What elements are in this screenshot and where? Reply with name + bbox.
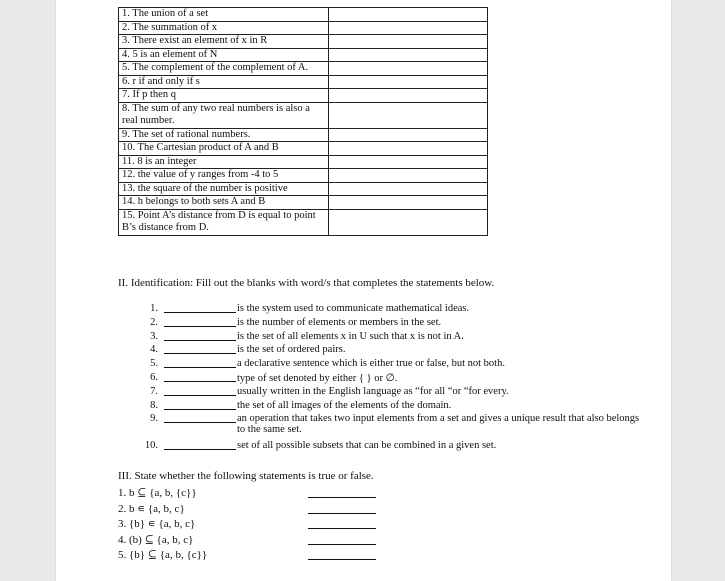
item-number: 1. xyxy=(150,303,158,314)
answer-blank[interactable] xyxy=(308,544,376,545)
table-cell-term: 4. 5 is an element of N xyxy=(119,48,329,62)
table-cell-term: 2. The summation of x xyxy=(119,21,329,35)
table-cell-answer[interactable] xyxy=(329,75,488,89)
answer-blank[interactable] xyxy=(164,326,236,327)
answer-blank[interactable] xyxy=(164,353,236,354)
table-row xyxy=(119,169,488,183)
item-statement: the set of all images of the elements of the domain. xyxy=(237,399,452,411)
table-row xyxy=(119,182,488,196)
table-row xyxy=(119,62,488,76)
table-row xyxy=(119,21,488,35)
item-number: 4. xyxy=(150,344,158,356)
item-statement: 2. b ∊ {a, b, c} xyxy=(118,502,185,515)
table-cell-answer[interactable] xyxy=(329,128,488,142)
true-false-list xyxy=(118,486,207,564)
answer-blank[interactable] xyxy=(308,559,376,560)
item-number: 10. xyxy=(144,440,158,452)
item-statement: 3. {b} ∊ {a, b, c} xyxy=(118,518,196,531)
answer-blank[interactable] xyxy=(164,381,236,382)
list-item xyxy=(118,533,207,549)
table-cell-answer[interactable] xyxy=(329,62,488,76)
answer-blank[interactable] xyxy=(308,528,376,529)
table-cell-answer[interactable] xyxy=(329,196,488,210)
true-false-title: III. State whether the following statements is true or false. xyxy=(118,470,374,482)
item-number: 5. xyxy=(150,358,158,370)
item-statement: a declarative sentence which is either true or false, but not both. xyxy=(237,358,505,370)
list-item xyxy=(118,486,207,502)
table-cell-answer[interactable] xyxy=(329,102,488,128)
table-cell-term: 7. If p then q xyxy=(119,89,329,103)
table-cell-answer[interactable] xyxy=(329,8,488,22)
answer-blank[interactable] xyxy=(164,340,236,341)
table-row xyxy=(119,75,488,89)
answer-blank[interactable] xyxy=(164,422,236,423)
table-cell-term: 12. the value of y ranges from -4 to 5 xyxy=(119,169,329,183)
table-cell-answer[interactable] xyxy=(329,89,488,103)
item-statement: is the number of elements or members in the set. xyxy=(237,316,442,328)
item-statement: is the set of all elements x in U such that x is not in A. xyxy=(237,330,464,342)
table-row xyxy=(119,35,488,49)
item-statement: usually written in the English language as “for all “or “for every. xyxy=(237,385,509,397)
table-row xyxy=(119,89,488,103)
table-cell-answer[interactable] xyxy=(329,169,488,183)
table-cell-term: 13. the square of the number is positive xyxy=(119,182,329,196)
table-cell-answer[interactable] xyxy=(329,209,488,235)
table-cell-term: 10. The Cartesian product of A and B xyxy=(119,142,329,156)
item-statement: 4. (b) ⊆ {a, b, c} xyxy=(118,533,194,546)
item-number: 6. xyxy=(150,371,158,383)
table-cell-answer[interactable] xyxy=(329,21,488,35)
table-row xyxy=(119,128,488,142)
table-row xyxy=(119,48,488,62)
table-cell-answer[interactable] xyxy=(329,142,488,156)
table-cell-term: 9. The set of rational numbers. xyxy=(119,128,329,142)
table-cell-term: 6. r if and only if s xyxy=(119,75,329,89)
table-cell-term: 1. The union of a set xyxy=(119,8,329,22)
answer-blank[interactable] xyxy=(164,449,236,450)
table-cell-answer[interactable] xyxy=(329,35,488,49)
table-row xyxy=(119,8,488,22)
answer-blank[interactable] xyxy=(164,367,236,368)
item-number: 2. xyxy=(150,316,158,328)
worksheet-page xyxy=(56,0,671,581)
table-cell-term: 11. 8 is an integer xyxy=(119,155,329,169)
item-statement: is the set of ordered pairs. xyxy=(237,344,346,356)
list-item xyxy=(118,548,207,564)
answer-blank[interactable] xyxy=(164,312,236,313)
table-cell-term: 8. The sum of any two real numbers is also a real number. xyxy=(119,102,329,128)
table-cell-term: 15. Point A’s distance from D is equal to point B’s distance from D. xyxy=(119,209,329,235)
item-statement: set of all possible subsets that can be combined in a given set. xyxy=(237,440,497,452)
list-item xyxy=(118,517,207,533)
item-statement: an operation that takes two input elements from a set and gives a unique result that also belongs to the same set. xyxy=(237,413,640,436)
item-number: 7. xyxy=(150,385,158,397)
table-cell-answer[interactable] xyxy=(329,48,488,62)
answer-blank[interactable] xyxy=(308,513,376,514)
answer-blank[interactable] xyxy=(164,409,236,410)
symbols-table xyxy=(118,7,488,236)
table-cell-answer[interactable] xyxy=(329,182,488,196)
answer-blank[interactable] xyxy=(308,497,376,498)
table-row xyxy=(119,102,488,128)
table-cell-term: 3. There exist an element of x in R xyxy=(119,35,329,49)
table-row xyxy=(119,209,488,235)
list-item xyxy=(118,502,207,518)
item-statement: is the system used to communicate mathematical ideas. xyxy=(237,303,470,314)
identification-title: II. Identification: Fill out the blanks with word/s that completes the statements below. xyxy=(118,277,495,289)
table-cell-answer[interactable] xyxy=(329,155,488,169)
table-row xyxy=(119,142,488,156)
item-statement: 1. b ⊆ {a, b, {c}} xyxy=(118,487,197,499)
table-cell-term: 14. h belongs to both sets A and B xyxy=(119,196,329,210)
table-cell-term: 5. The complement of the complement of A. xyxy=(119,62,329,76)
table-row xyxy=(119,155,488,169)
table-row xyxy=(119,196,488,210)
item-number: 9. xyxy=(150,413,158,425)
item-number: 3. xyxy=(150,330,158,342)
item-number: 8. xyxy=(150,399,158,411)
item-statement: type of set denoted by either { } or ∅. xyxy=(237,372,398,384)
answer-blank[interactable] xyxy=(164,395,236,396)
item-statement: 5. {b} ⊆ {a, b, {c}} xyxy=(118,549,208,562)
